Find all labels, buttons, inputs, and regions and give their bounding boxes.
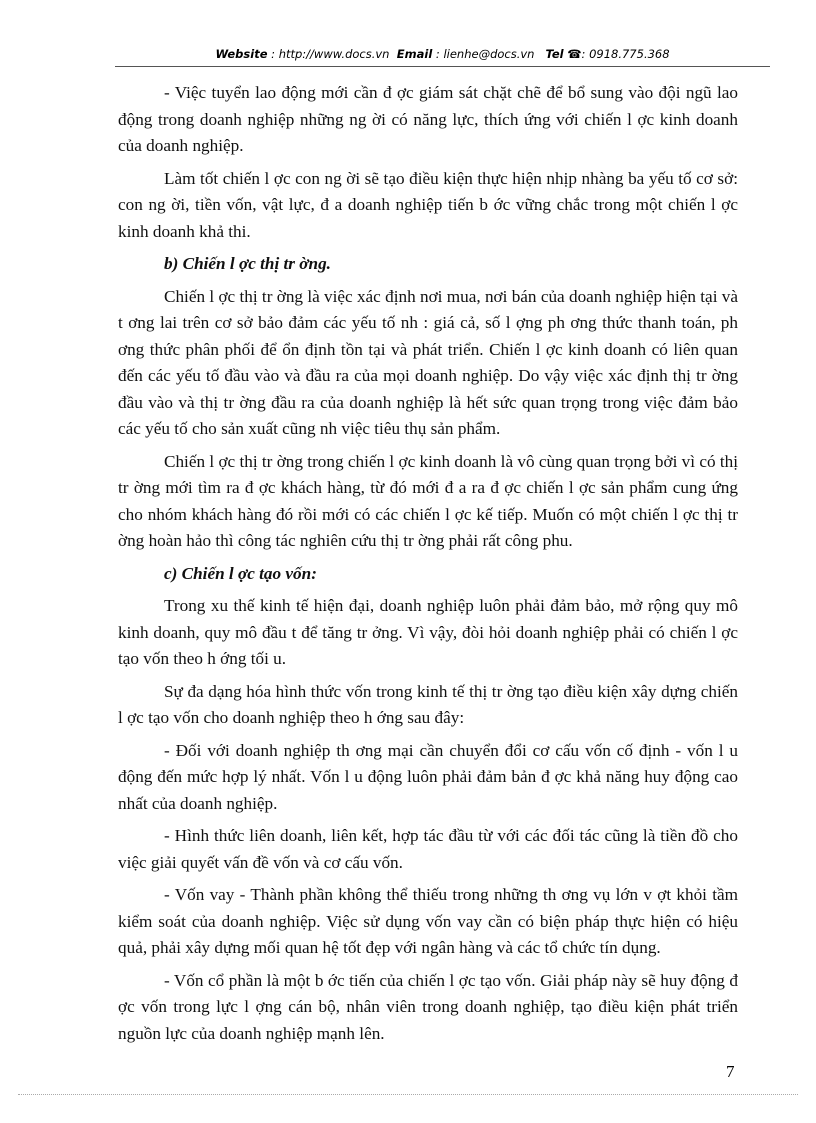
footer-divider — [18, 1094, 798, 1095]
website-url: : http://www.docs.vn — [271, 47, 390, 61]
email-address: : lienhe@docs.vn — [435, 47, 535, 61]
section-heading: c) Chiến l ợc tạo vốn: — [164, 563, 317, 583]
paragraph: Chiến l ợc thị tr ờng là việc xác định nơi mua, nơi bán của doanh nghiệp hiện tại và t ơng lai trên cơ sở bảo đảm các yếu tố nh : giá cả, số l ợng ph ơng thức thanh toán, ph ơng thức phân phối để ổn định tồn tại và phát triển. Chiến l ợc kinh doanh có liên quan đến các yếu tố đầu vào và đầu ra của mọi doanh nghiệp. Do vậy việc xác định thị tr ờng đầu vào và thị tr ờng đầu ra của doanh nghiệp là hết sức quan trọng trong việc đảm bảo các yếu tố cho sản xuất cũng nh việc tiêu thụ sản phẩm. — [118, 286, 738, 438]
page-number: 7 — [726, 1062, 735, 1081]
header-divider — [115, 66, 770, 67]
paragraph: Trong xu thế kinh tế hiện đại, doanh nghiệp luôn phải đảm bảo, mở rộng quy mô kinh doanh, quy mô đầu t để tăng tr ởng. Vì vậy, đòi hỏi doanh nghiệp phải có chiến l ợc tạo vốn theo h ớng tối u. — [118, 596, 738, 668]
paragraph: Chiến l ợc thị tr ờng trong chiến l ợc kinh doanh là vô cùng quan trọng bởi vì có thị tr ờng mới tìm ra đ ợc khách hàng, từ đó mới đ a ra đ ợc chiến l ợc sản phẩm cung ứng cho nhóm khách hàng đó rồi mới có các chiến l ợc kế tiếp. Muốn có một chiến l ợc thị tr ờng hoàn hảo thì công tác nghiên cứu thị tr ờng phải rất công phu. — [118, 451, 738, 550]
tel-number: ☎: 0918.775.368 — [567, 47, 670, 61]
paragraph: Sự đa dạng hóa hình thức vốn trong kinh tế thị tr ờng tạo điều kiện xây dựng chiến l ợc tạo vốn cho doanh nghiệp theo h ớng sau đây: — [118, 681, 738, 727]
paragraph: - Vốn vay - Thành phần không thể thiếu trong những th ơng vụ lớn v ợt khỏi tầm kiểm soát của doanh nghiệp. Việc sử dụng vốn vay cần có biện pháp thực hiện có hiệu quả, phải xây dựng mối quan hệ tốt đẹp với ngân hàng và các tổ chức tín dụng. — [118, 885, 738, 957]
paragraph: - Việc tuyển lao động mới cần đ ợc giám sát chặt chẽ để bổ sung vào đội ngũ lao động trong doanh nghiệp những ng ời có năng lực, thích ứng với chiến l ợc kinh doanh của doanh nghiệp. — [118, 83, 738, 155]
paragraph: - Hình thức liên doanh, liên kết, hợp tác đầu từ với các đối tác cũng là tiền đồ cho việc giải quyết vấn đề vốn và cơ cấu vốn. — [118, 826, 738, 872]
paragraph: - Vốn cổ phần là một b ớc tiến của chiến l ợc tạo vốn. Giải pháp này sẽ huy động đ ợc vốn trong lực l ợng cán bộ, nhân viên trong doanh nghiệp, tạo điều kiện phát triển nguồn lực của doanh nghiệp mạnh lên. — [118, 970, 738, 1043]
document-body — [118, 80, 738, 1053]
email-label: Email — [396, 47, 433, 61]
paragraph: Làm tốt chiến l ợc con ng ời sẽ tạo điều kiện thực hiện nhịp nhàng ba yếu tố cơ sở: con ng ời, tiền vốn, vật lực, đ a doanh nghiệp tiến b ớc vững chắc trong một chiến l ợc kinh doanh khả thi. — [118, 168, 738, 241]
tel-label: Tel — [545, 47, 564, 61]
paragraph: - Đối với doanh nghiệp th ơng mại cần chuyển đổi cơ cấu vốn cố định - vốn l u động đến mức hợp lý nhất. Vốn l u động luôn phải đảm bản đ ợc khả năng huy động cao nhất của doanh nghiệp. — [118, 740, 738, 813]
website-label: Website — [215, 47, 268, 61]
page-header — [115, 47, 770, 61]
section-heading: b) Chiến l ợc thị tr ờng. — [164, 254, 331, 273]
